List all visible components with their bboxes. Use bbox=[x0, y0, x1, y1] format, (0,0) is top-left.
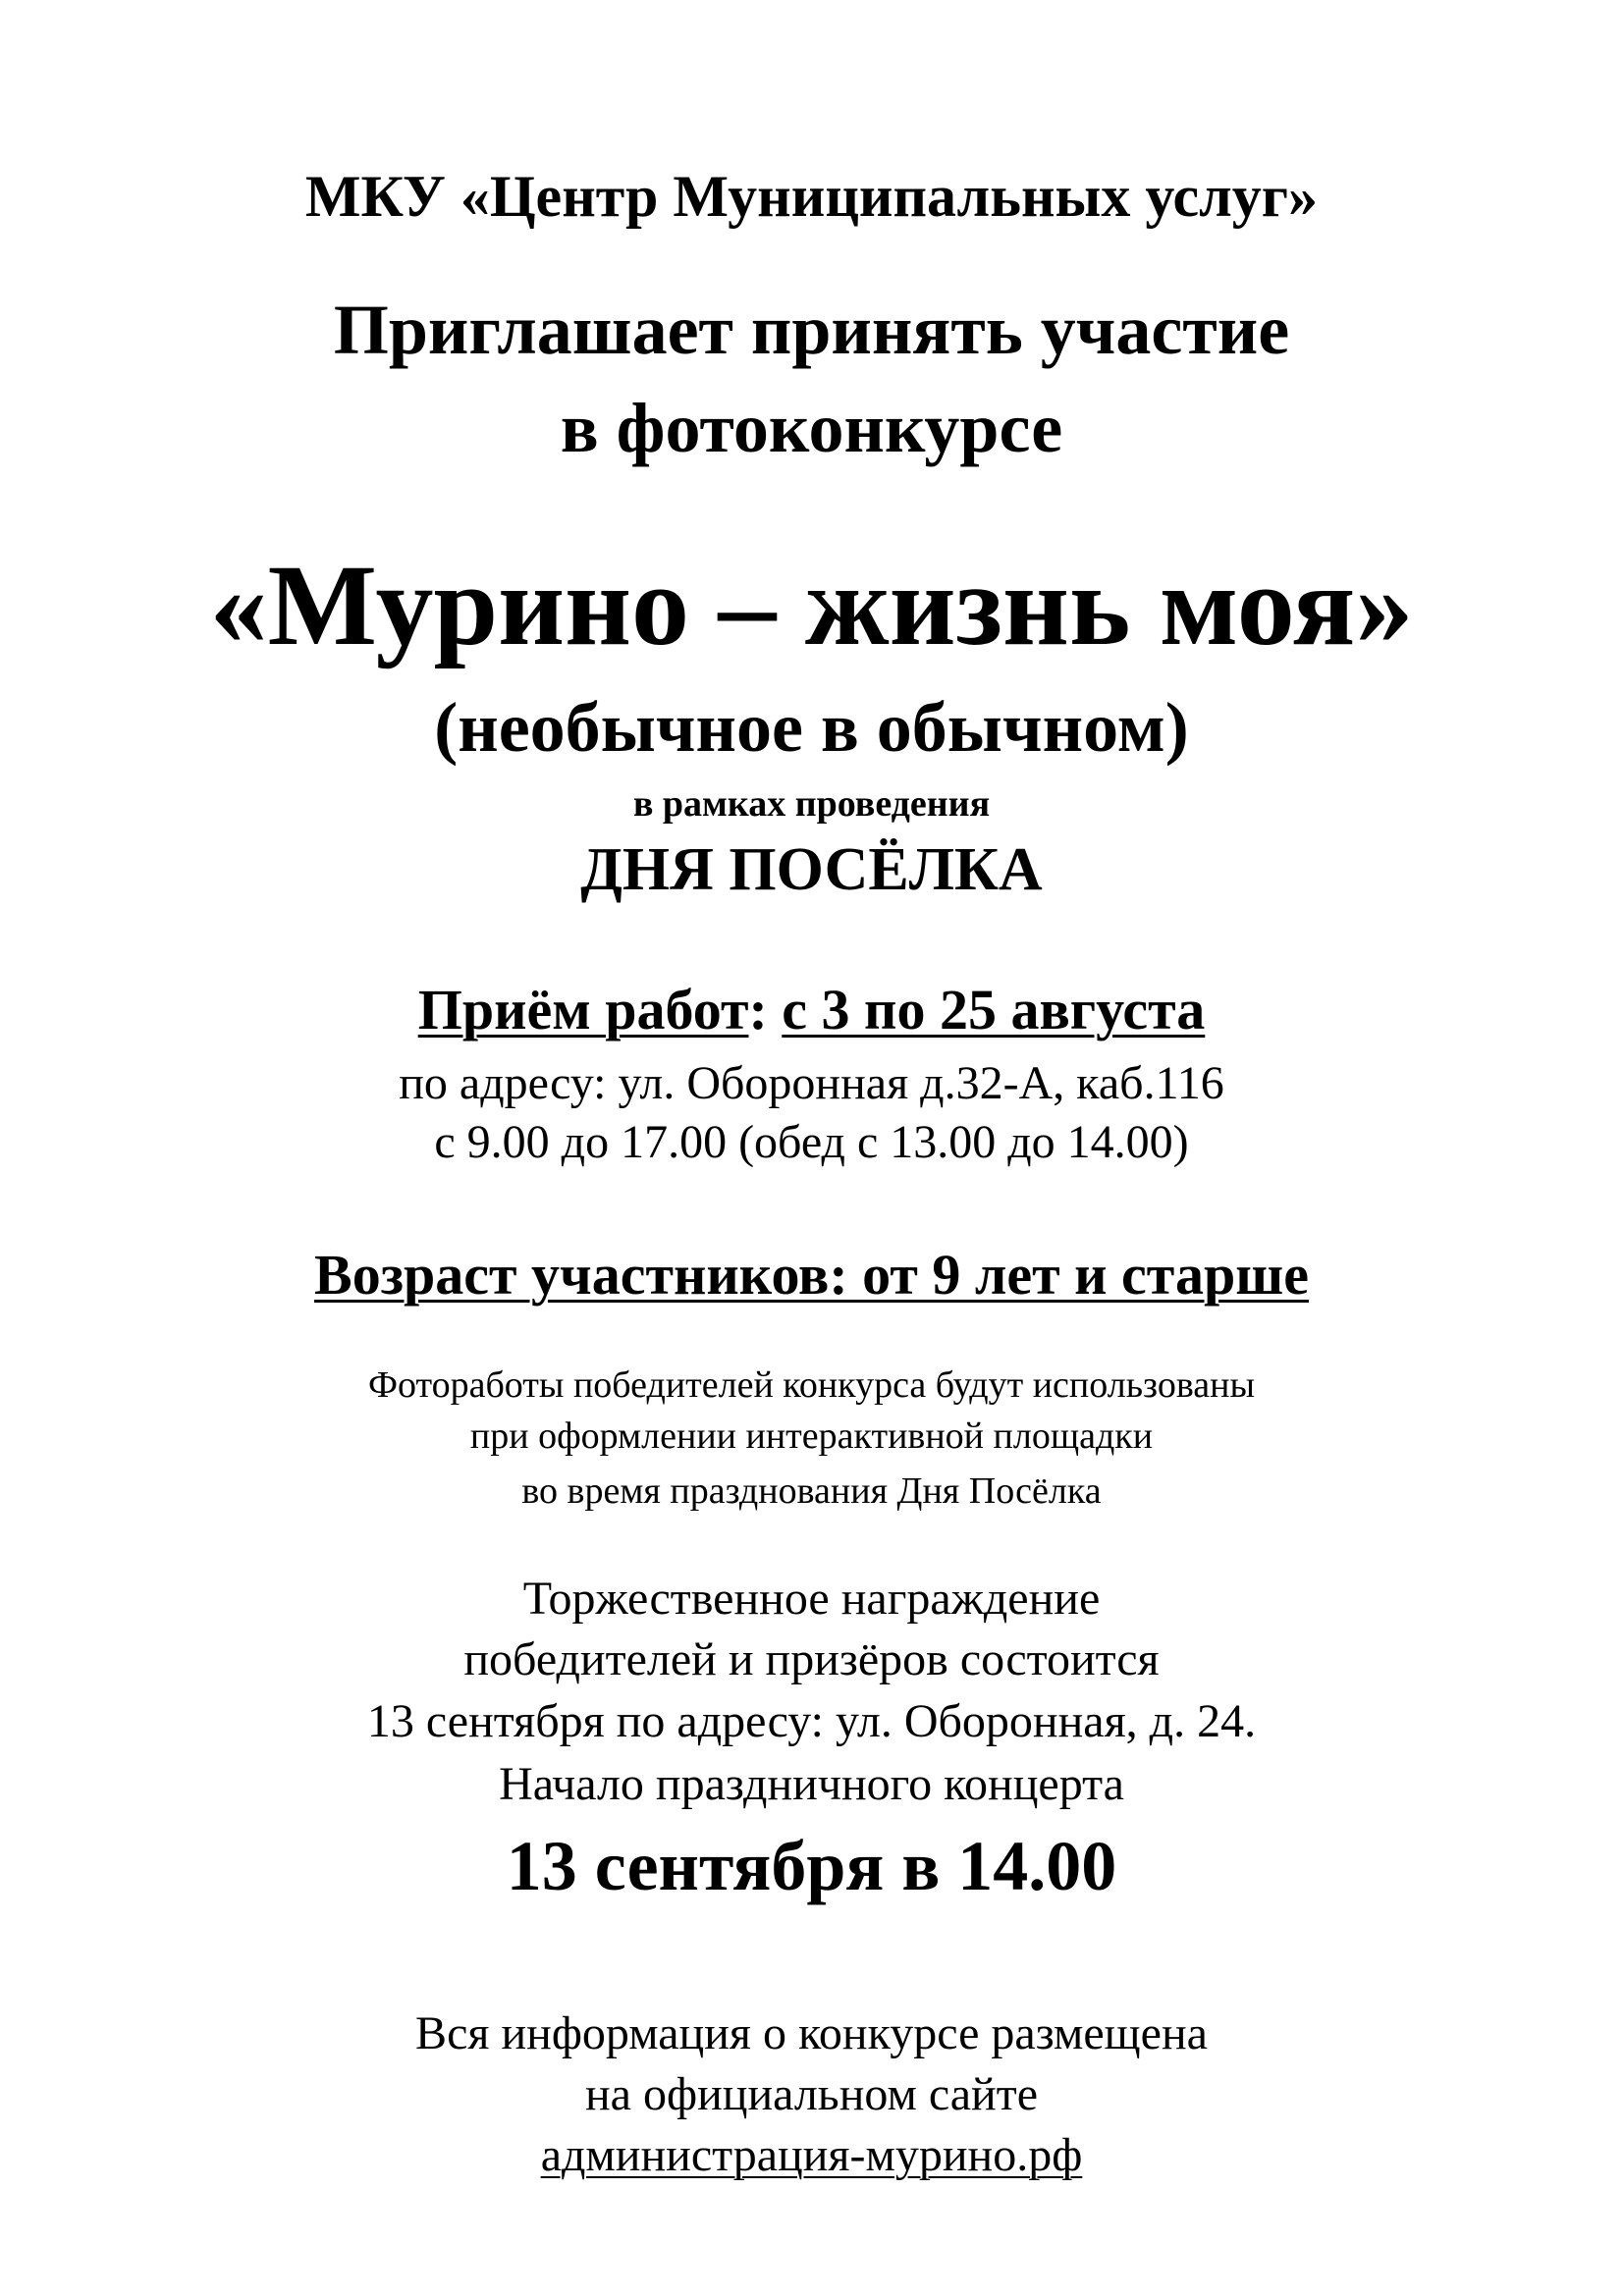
participant-age bbox=[0, 1243, 1623, 1307]
submission-separator: : bbox=[748, 978, 783, 1041]
participant-age-text: Возраст участников: от 9 лет и старше bbox=[314, 1243, 1309, 1307]
contest-subtitle: (необычное в обычном) bbox=[434, 688, 1189, 767]
winners-note-line-3: во время празднования Дня Посёлка bbox=[521, 1470, 1102, 1512]
winners-note-line-2: при оформлении интерактивной площадки bbox=[469, 1415, 1154, 1457]
invitation-line-2: в фотоконкурсе bbox=[560, 389, 1063, 467]
event-name: ДНЯ ПОСЁЛКА bbox=[580, 836, 1043, 903]
award-line-1: Торжественное награждение bbox=[522, 1573, 1101, 1625]
award-line-4: Начало праздничного концерта bbox=[499, 1758, 1124, 1810]
submission-label: Приём работ bbox=[417, 978, 749, 1041]
official-site bbox=[0, 2129, 1623, 2181]
winners-note-line-1: Фотоработы победителей конкурса будут использованы bbox=[367, 1364, 1256, 1406]
award-line-2: победителей и призёров состоится bbox=[463, 1633, 1160, 1685]
contest-title: «Мурино – жизнь моя» bbox=[209, 541, 1414, 669]
award-line-3: 13 сентября по адресу: ул. Оборонная, д. 24. bbox=[366, 1695, 1257, 1747]
contest-framework: в рамках проведения bbox=[632, 783, 991, 825]
submission-period bbox=[0, 978, 1623, 1041]
submission-dates: с 3 по 25 августа bbox=[782, 978, 1206, 1041]
submission-address: по адресу: ул. Оборонная д.32-А, каб.116 bbox=[399, 1057, 1224, 1109]
concert-date-time: 13 сентября в 14.00 bbox=[506, 1827, 1117, 1905]
organization-name: МКУ «Центр Муниципальных услуг» bbox=[304, 164, 1319, 229]
info-line-1: Вся информация о конкурсе размещена bbox=[415, 2007, 1208, 2059]
submission-hours: с 9.00 до 17.00 (обед с 13.00 до 14.00) bbox=[434, 1116, 1189, 1168]
official-site-link[interactable]: администрация-мурино.рф bbox=[540, 2129, 1083, 2181]
info-line-2: на официальном сайте bbox=[584, 2068, 1039, 2120]
invitation-line-1: Приглашает принять участие bbox=[333, 291, 1290, 369]
